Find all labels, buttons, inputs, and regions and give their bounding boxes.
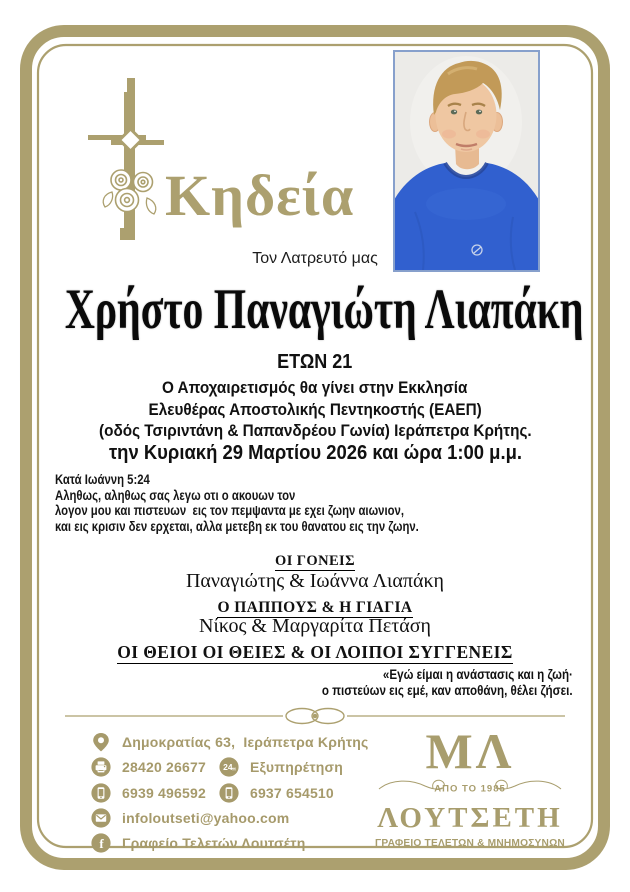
service-line-2: Ελευθέρας Αποστολικής Πεντηκοστής (ΕΑΕΠ) bbox=[148, 400, 482, 419]
service-24h-label: Εξυπηρέτηση bbox=[249, 759, 344, 775]
contact-row-email bbox=[91, 807, 289, 829]
email-label: infoloutseti@yahoo.com bbox=[122, 810, 290, 826]
scripture-line: λογον μου και πιστευων εις τον πεμψαντα με εχει ζωην αιωνιον, bbox=[55, 503, 405, 518]
mobile1-label: 6939 496592 bbox=[122, 785, 206, 801]
quote-line-1: «Εγώ είμαι η ανάστασις και η ζωή· bbox=[383, 667, 573, 682]
age-line: ΕΤΩΝ 21 bbox=[277, 351, 353, 373]
address-label: Δημοκρατίας 63, Ιεράπετρα Κρήτης bbox=[122, 734, 369, 750]
scripture-line: Αληθως, αληθως σας λεγω οτι ο ακουων τον bbox=[55, 487, 296, 503]
page-title: Κηδεία bbox=[165, 163, 355, 228]
relatives-heading: ΟΙ ΘΕΙΟΙ ΟΙ ΘΕΙΕΣ & ΟΙ ΛΟΙΠΟΙ ΣΥΓΓΕΝΕΙΣ bbox=[117, 642, 513, 662]
scripture-reference: Κατά Ιωάννη 5:24 bbox=[55, 472, 150, 487]
grandparents-names: Νίκος & Μαργαρίτα Πετάση bbox=[199, 615, 431, 637]
envelope-icon bbox=[91, 808, 111, 828]
mobile-phone-icon bbox=[219, 783, 239, 803]
logo-monogram: ΜΛ bbox=[425, 723, 515, 779]
contact-row-mobiles bbox=[91, 782, 334, 804]
map-pin-icon bbox=[91, 732, 111, 752]
service-datetime: την Κυριακή 29 Μαρτίου 2026 και ώρα 1:00 μ.μ. bbox=[108, 441, 522, 464]
deceased-name: Χρήστο Παναγιώτη Λιαπάκη bbox=[64, 278, 584, 342]
svg-text:f: f bbox=[99, 836, 104, 852]
scripture-line: και εις κρισιν δεν ερχεται, αλλα μετεβη εκ του θανατου εις την ζωην. bbox=[55, 518, 419, 534]
facebook-icon bbox=[91, 833, 111, 853]
parents-heading: ΟΙ ΓΟΝΕΙΣ bbox=[275, 553, 355, 569]
funeral-home-logo bbox=[368, 723, 572, 849]
fax-printer-icon bbox=[91, 757, 111, 777]
logo-tagline: ΓΡΑΦΕΙΟ ΤΕΛΕΤΩΝ & ΜΝΗΜΟΣΥΝΩΝ bbox=[375, 837, 565, 849]
scripture-block bbox=[55, 472, 488, 534]
deceased-photo bbox=[393, 50, 540, 272]
logo-since: ΑΠΟ ΤΟ 1985 bbox=[434, 783, 506, 795]
svg-text:24: 24 bbox=[223, 762, 233, 773]
service-line-3: (οδός Τσιριντάνη & Παπανδρέου Γωνία) Ιεράπετρα Κρήτης. bbox=[98, 421, 532, 440]
parents-names: Παναγιώτης & Ιωάννα Λιαπάκη bbox=[185, 570, 445, 592]
service-line-1: Ο Αποχαιρετισμός θα γίνει στην Εκκλησία bbox=[162, 378, 468, 397]
logo-since-flourish bbox=[375, 776, 565, 798]
quote-line-2: ο πιστεύων εις εμέ, καν αποθάνη, θέλει ζήσει. bbox=[322, 683, 573, 698]
contact-row-address bbox=[91, 731, 369, 753]
24h-badge-icon bbox=[219, 757, 239, 777]
svg-text:H: H bbox=[232, 766, 236, 772]
logo-brand-name: ΛΟΥΤΣΕΤΗ bbox=[377, 802, 563, 834]
grandparents-heading: Ο ΠΑΠΠΟΥΣ & Η ΓΙΑΓΙΑ bbox=[217, 599, 413, 616]
facebook-label: Γραφείο Τελετών Λουτσέτη bbox=[122, 835, 306, 851]
mobile-phone-icon bbox=[91, 783, 111, 803]
dedication-line: Τον Λατρευτό μας bbox=[252, 250, 378, 267]
contact-row-phone bbox=[91, 756, 343, 778]
mobile2-label: 6937 654510 bbox=[249, 785, 334, 801]
contact-row-facebook bbox=[91, 832, 306, 854]
phone-label: 28420 26677 bbox=[122, 759, 206, 775]
portrait-illustration bbox=[395, 52, 538, 270]
